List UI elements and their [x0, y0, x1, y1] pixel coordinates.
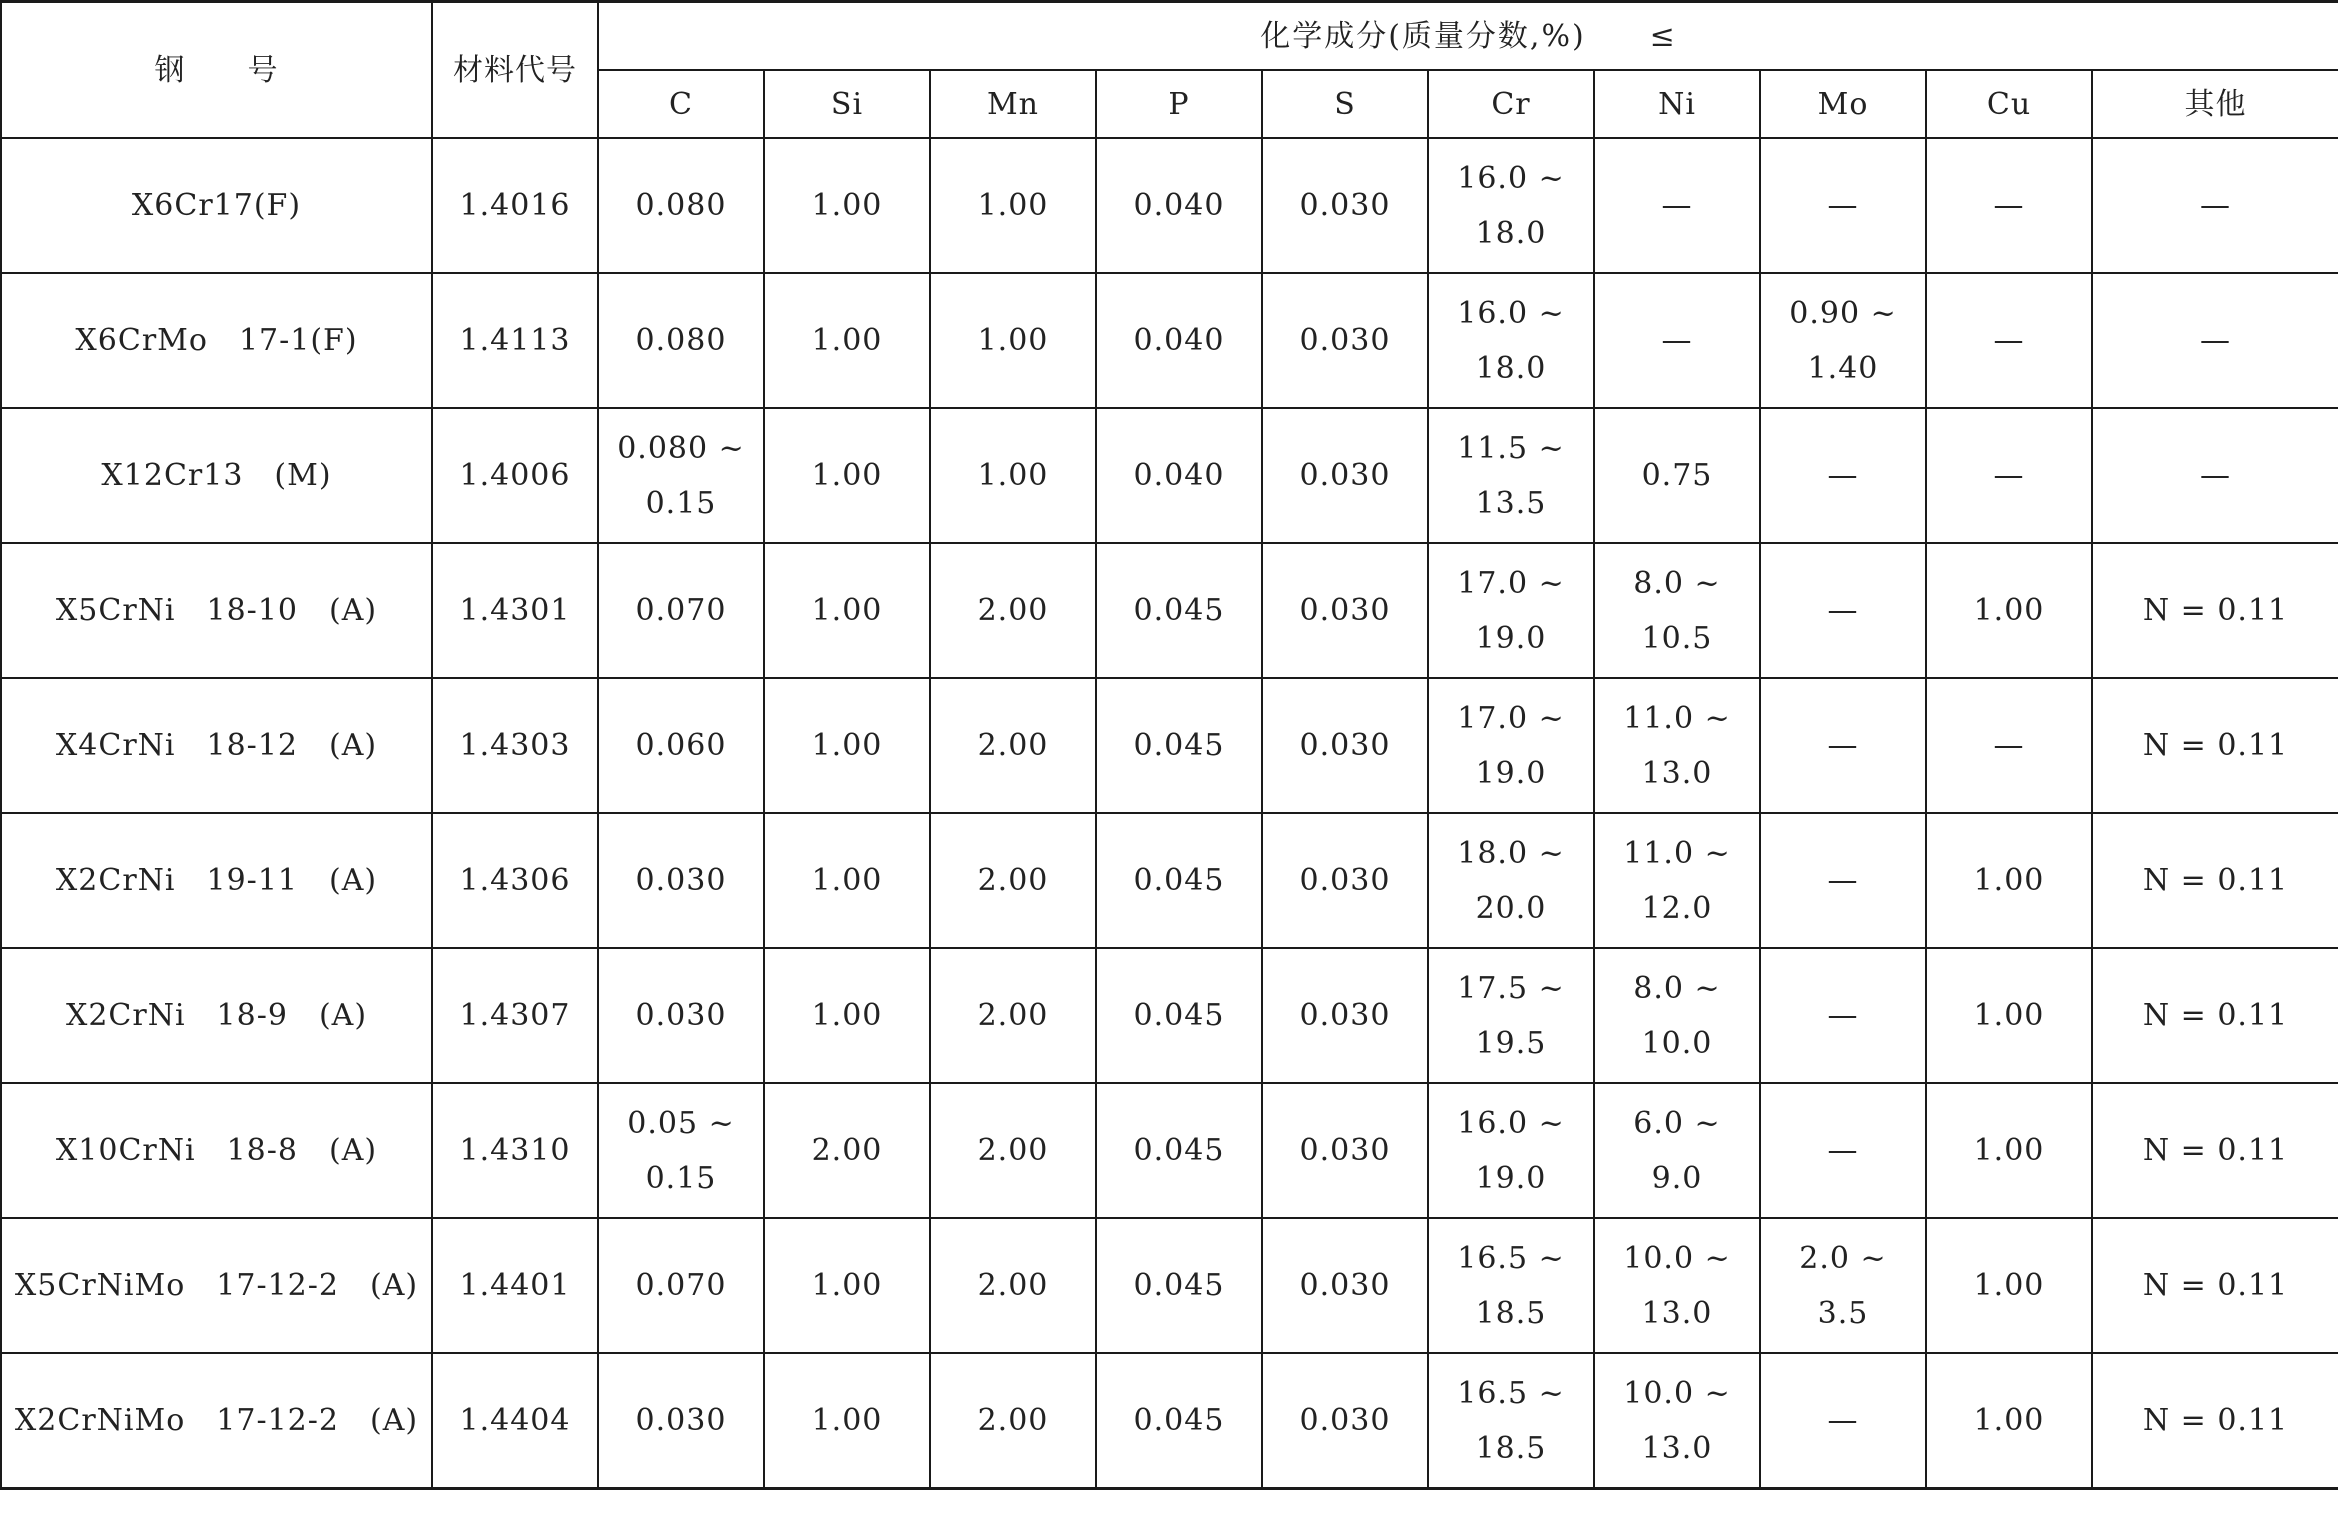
- cell-cu: [1926, 408, 2092, 543]
- cell-p-text: 0.045: [1133, 1268, 1225, 1303]
- cell-ni: [1594, 1353, 1760, 1489]
- cell-cu-text: —: [1993, 728, 2025, 763]
- cell-cr: [1428, 948, 1594, 1083]
- cell-other: [2092, 678, 2338, 813]
- cell-steel-no: [1, 408, 432, 543]
- cell-cu-text: 1.00: [1973, 593, 2045, 628]
- cell-steel-no-text: X5CrNi 18-10 (A): [55, 593, 378, 628]
- cell-cu: [1926, 543, 2092, 678]
- cell-other-text: N = 0.11: [2142, 1403, 2289, 1438]
- cell-ni: [1594, 1218, 1760, 1353]
- cell-c-text: 0.080: [635, 323, 727, 358]
- cell-material-code: [432, 408, 598, 543]
- cell-si-text: 1.00: [811, 1268, 883, 1303]
- cell-c: [598, 1353, 764, 1489]
- table-row: [1, 1353, 2338, 1489]
- cell-mn: [930, 408, 1096, 543]
- cell-other-text: N = 0.11: [2142, 728, 2289, 763]
- cell-si: [764, 138, 930, 273]
- header-col-s: S: [1262, 70, 1428, 138]
- cell-c: [598, 1218, 764, 1353]
- header-col-other: 其他: [2092, 70, 2338, 138]
- header-col-p: P: [1096, 70, 1262, 138]
- cell-c: [598, 813, 764, 948]
- cell-material-code: [432, 138, 598, 273]
- cell-c-text: 0.070: [635, 1268, 727, 1303]
- cell-cu-text: —: [1993, 323, 2025, 358]
- cell-mn: [930, 1353, 1096, 1489]
- cell-p-text: 0.040: [1133, 323, 1225, 358]
- cell-mn-text: 1.00: [977, 323, 1049, 358]
- cell-cu-text: 1.00: [1973, 863, 2045, 898]
- cell-steel-no: [1, 1353, 432, 1489]
- cell-ni: [1594, 678, 1760, 813]
- cell-cr-text: 16.5 ~ 18.5: [1457, 1240, 1565, 1331]
- cell-c-text: 0.05 ~ 0.15: [627, 1105, 735, 1196]
- cell-steel-no-text: X2CrNi 19-11 (A): [55, 863, 378, 898]
- cell-material-code-text: 1.4301: [459, 593, 571, 628]
- cell-cu: [1926, 1353, 2092, 1489]
- table-row: [1, 678, 2338, 813]
- cell-mn: [930, 138, 1096, 273]
- cell-si: [764, 813, 930, 948]
- cell-c-text: 0.030: [635, 863, 727, 898]
- cell-cr: [1428, 408, 1594, 543]
- cell-si-text: 1.00: [811, 863, 883, 898]
- table-body: [1, 138, 2338, 1489]
- cell-other: [2092, 138, 2338, 273]
- cell-p-text: 0.040: [1133, 458, 1225, 493]
- cell-s-text: 0.030: [1299, 998, 1391, 1033]
- cell-mo: [1760, 948, 1926, 1083]
- cell-other-text: N = 0.11: [2142, 593, 2289, 628]
- cell-steel-no-text: X2CrNi 18-9 (A): [65, 998, 368, 1033]
- cell-material-code-text: 1.4306: [459, 863, 571, 898]
- cell-steel-no-text: X2CrNiMo 17-12-2 (A): [14, 1403, 419, 1438]
- cell-mo: [1760, 1083, 1926, 1218]
- table-row: [1, 138, 2338, 273]
- cell-ni-text: 10.0 ~ 13.0: [1623, 1240, 1731, 1331]
- table-header: [1, 2, 2338, 139]
- header-col-si: Si: [764, 70, 930, 138]
- cell-ni-text: 6.0 ~ 9.0: [1633, 1105, 1721, 1196]
- cell-other: [2092, 1353, 2338, 1489]
- cell-p-text: 0.045: [1133, 998, 1225, 1033]
- cell-c: [598, 1083, 764, 1218]
- cell-c: [598, 543, 764, 678]
- cell-s-text: 0.030: [1299, 1403, 1391, 1438]
- cell-cu-text: 1.00: [1973, 1133, 2045, 1168]
- cell-c: [598, 138, 764, 273]
- cell-steel-no: [1, 948, 432, 1083]
- cell-si: [764, 1353, 930, 1489]
- cell-p: [1096, 1218, 1262, 1353]
- cell-material-code: [432, 1353, 598, 1489]
- cell-cr-text: 16.0 ~ 18.0: [1457, 295, 1565, 386]
- cell-s: [1262, 138, 1428, 273]
- cell-cr-text: 17.0 ~ 19.0: [1457, 565, 1565, 656]
- cell-s-text: 0.030: [1299, 1133, 1391, 1168]
- header-col-c: C: [598, 70, 764, 138]
- cell-other: [2092, 948, 2338, 1083]
- cell-mo-text: —: [1827, 458, 1859, 493]
- cell-cu: [1926, 678, 2092, 813]
- cell-si: [764, 273, 930, 408]
- cell-cr: [1428, 273, 1594, 408]
- cell-material-code-text: 1.4303: [459, 728, 571, 763]
- cell-c-text: 0.060: [635, 728, 727, 763]
- cell-mo: [1760, 408, 1926, 543]
- cell-mn-text: 2.00: [977, 863, 1049, 898]
- cell-mn: [930, 543, 1096, 678]
- cell-si-text: 1.00: [811, 188, 883, 223]
- table-row: [1, 813, 2338, 948]
- cell-ni-text: —: [1661, 323, 1693, 358]
- cell-mn: [930, 1218, 1096, 1353]
- cell-material-code: [432, 273, 598, 408]
- cell-mo: [1760, 1218, 1926, 1353]
- cell-mo-text: —: [1827, 998, 1859, 1033]
- cell-cu-text: 1.00: [1973, 998, 2045, 1033]
- cell-mn-text: 1.00: [977, 188, 1049, 223]
- cell-ni: [1594, 138, 1760, 273]
- cell-mn: [930, 813, 1096, 948]
- cell-si: [764, 543, 930, 678]
- cell-ni-text: 8.0 ~ 10.0: [1633, 970, 1721, 1061]
- cell-mo-text: —: [1827, 728, 1859, 763]
- cell-mn-text: 2.00: [977, 1268, 1049, 1303]
- cell-mo-text: —: [1827, 188, 1859, 223]
- header-col-ni: Ni: [1594, 70, 1760, 138]
- cell-mo-text: 0.90 ~ 1.40: [1789, 295, 1897, 386]
- cell-si-text: 2.00: [811, 1133, 883, 1168]
- cell-mn: [930, 948, 1096, 1083]
- cell-c: [598, 678, 764, 813]
- cell-cr: [1428, 678, 1594, 813]
- cell-s-text: 0.030: [1299, 458, 1391, 493]
- header-col-mn: Mn: [930, 70, 1096, 138]
- cell-si: [764, 678, 930, 813]
- cell-c: [598, 948, 764, 1083]
- cell-si-text: 1.00: [811, 323, 883, 358]
- cell-material-code-text: 1.4113: [459, 323, 571, 358]
- cell-cr-text: 17.5 ~ 19.5: [1457, 970, 1565, 1061]
- cell-mo: [1760, 543, 1926, 678]
- cell-cr: [1428, 1083, 1594, 1218]
- cell-mo-text: 2.0 ~ 3.5: [1799, 1240, 1887, 1331]
- cell-steel-no-text: X12Cr13 (M): [101, 458, 332, 493]
- cell-s: [1262, 1083, 1428, 1218]
- cell-mn-text: 1.00: [977, 458, 1049, 493]
- cell-si-text: 1.00: [811, 593, 883, 628]
- cell-p-text: 0.040: [1133, 188, 1225, 223]
- cell-mn: [930, 678, 1096, 813]
- cell-other-text: —: [2200, 188, 2231, 223]
- cell-mo: [1760, 138, 1926, 273]
- cell-other-text: N = 0.11: [2142, 863, 2289, 898]
- cell-cu: [1926, 948, 2092, 1083]
- header-steel-no: 钢 号: [1, 2, 432, 139]
- cell-other: [2092, 813, 2338, 948]
- cell-c-text: 0.070: [635, 593, 727, 628]
- cell-s-text: 0.030: [1299, 593, 1391, 628]
- cell-steel-no-text: X10CrNi 18-8 (A): [55, 1133, 378, 1168]
- cell-material-code: [432, 1218, 598, 1353]
- cell-p: [1096, 1353, 1262, 1489]
- cell-p: [1096, 408, 1262, 543]
- cell-ni-text: 10.0 ~ 13.0: [1623, 1375, 1731, 1466]
- cell-cu-text: —: [1993, 188, 2025, 223]
- cell-material-code-text: 1.4016: [459, 188, 571, 223]
- cell-cu-text: 1.00: [1973, 1403, 2045, 1438]
- cell-steel-no-text: X6CrMo 17-1(F): [75, 323, 358, 358]
- cell-steel-no: [1, 1083, 432, 1218]
- cell-p-text: 0.045: [1133, 1133, 1225, 1168]
- header-col-mo: Mo: [1760, 70, 1926, 138]
- cell-cu: [1926, 273, 2092, 408]
- cell-cr: [1428, 138, 1594, 273]
- cell-ni: [1594, 948, 1760, 1083]
- cell-cu: [1926, 138, 2092, 273]
- cell-cr-text: 16.5 ~ 18.5: [1457, 1375, 1565, 1466]
- cell-other: [2092, 1218, 2338, 1353]
- cell-mn: [930, 1083, 1096, 1218]
- table-row: [1, 1083, 2338, 1218]
- cell-si: [764, 1083, 930, 1218]
- cell-other: [2092, 408, 2338, 543]
- cell-steel-no-text: X6Cr17(F): [131, 188, 302, 223]
- table-row: [1, 948, 2338, 1083]
- cell-cu: [1926, 1218, 2092, 1353]
- cell-cu: [1926, 1083, 2092, 1218]
- cell-si-text: 1.00: [811, 458, 883, 493]
- cell-mo: [1760, 678, 1926, 813]
- cell-cr: [1428, 1218, 1594, 1353]
- cell-steel-no: [1, 138, 432, 273]
- cell-si: [764, 408, 930, 543]
- table-row: [1, 408, 2338, 543]
- cell-p-text: 0.045: [1133, 593, 1225, 628]
- cell-si-text: 1.00: [811, 998, 883, 1033]
- cell-steel-no: [1, 273, 432, 408]
- cell-c-text: 0.080: [635, 188, 727, 223]
- cell-ni: [1594, 1083, 1760, 1218]
- cell-ni-text: —: [1661, 188, 1693, 223]
- cell-cr: [1428, 543, 1594, 678]
- cell-s: [1262, 543, 1428, 678]
- cell-material-code-text: 1.4404: [459, 1403, 571, 1438]
- cell-material-code: [432, 948, 598, 1083]
- cell-p: [1096, 138, 1262, 273]
- cell-p: [1096, 1083, 1262, 1218]
- cell-other-text: —: [2200, 323, 2231, 358]
- cell-ni-text: 0.75: [1641, 458, 1713, 493]
- cell-other: [2092, 543, 2338, 678]
- cell-mo-text: —: [1827, 863, 1859, 898]
- cell-c: [598, 273, 764, 408]
- cell-cr: [1428, 813, 1594, 948]
- cell-cr-text: 11.5 ~ 13.5: [1457, 430, 1565, 521]
- cell-ni-text: 11.0 ~ 13.0: [1623, 700, 1731, 791]
- header-row-1: [1, 2, 2338, 71]
- cell-steel-no: [1, 678, 432, 813]
- cell-mo-text: —: [1827, 1403, 1859, 1438]
- cell-s: [1262, 408, 1428, 543]
- cell-cu-text: —: [1993, 458, 2025, 493]
- table-row: [1, 273, 2338, 408]
- cell-mo-text: —: [1827, 593, 1859, 628]
- cell-mn-text: 2.00: [977, 1133, 1049, 1168]
- cell-other-text: N = 0.11: [2142, 1268, 2289, 1303]
- cell-s: [1262, 948, 1428, 1083]
- cell-s-text: 0.030: [1299, 728, 1391, 763]
- cell-p-text: 0.045: [1133, 863, 1225, 898]
- table-row: [1, 1218, 2338, 1353]
- cell-mn-text: 2.00: [977, 998, 1049, 1033]
- cell-mo: [1760, 813, 1926, 948]
- cell-ni: [1594, 408, 1760, 543]
- cell-cr: [1428, 1353, 1594, 1489]
- cell-s: [1262, 813, 1428, 948]
- cell-material-code-text: 1.4310: [459, 1133, 571, 1168]
- cell-s-text: 0.030: [1299, 323, 1391, 358]
- cell-other-text: N = 0.11: [2142, 998, 2289, 1033]
- cell-p-text: 0.045: [1133, 728, 1225, 763]
- cell-cr-text: 16.0 ~ 19.0: [1457, 1105, 1565, 1196]
- cell-mo: [1760, 273, 1926, 408]
- cell-other: [2092, 273, 2338, 408]
- cell-p: [1096, 813, 1262, 948]
- cell-mn-text: 2.00: [977, 593, 1049, 628]
- cell-si-text: 1.00: [811, 1403, 883, 1438]
- cell-mn-text: 2.00: [977, 728, 1049, 763]
- cell-ni-text: 11.0 ~ 12.0: [1623, 835, 1731, 926]
- cell-mo-text: —: [1827, 1133, 1859, 1168]
- cell-s: [1262, 1353, 1428, 1489]
- cell-other-text: —: [2200, 458, 2231, 493]
- cell-s: [1262, 678, 1428, 813]
- cell-c: [598, 408, 764, 543]
- cell-p-text: 0.045: [1133, 1403, 1225, 1438]
- cell-ni: [1594, 813, 1760, 948]
- cell-other: [2092, 1083, 2338, 1218]
- cell-material-code: [432, 543, 598, 678]
- cell-steel-no: [1, 813, 432, 948]
- cell-cu: [1926, 813, 2092, 948]
- cell-material-code: [432, 813, 598, 948]
- header-col-cu: Cu: [1926, 70, 2092, 138]
- cell-steel-no-text: X5CrNiMo 17-12-2 (A): [14, 1268, 419, 1303]
- header-col-cr: Cr: [1428, 70, 1594, 138]
- cell-mo: [1760, 1353, 1926, 1489]
- cell-cu-text: 1.00: [1973, 1268, 2045, 1303]
- cell-mn-text: 2.00: [977, 1403, 1049, 1438]
- cell-steel-no-text: X4CrNi 18-12 (A): [55, 728, 378, 763]
- cell-ni: [1594, 273, 1760, 408]
- cell-material-code-text: 1.4006: [459, 458, 571, 493]
- cell-c-text: 0.080 ~ 0.15: [617, 430, 745, 521]
- cell-s-text: 0.030: [1299, 863, 1391, 898]
- cell-s: [1262, 1218, 1428, 1353]
- cell-steel-no: [1, 543, 432, 678]
- cell-material-code-text: 1.4401: [459, 1268, 571, 1303]
- header-material-code: 材料代号: [432, 2, 598, 139]
- cell-s-text: 0.030: [1299, 1268, 1391, 1303]
- header-chemical-composition: 化学成分(质量分数,%) ≤: [598, 2, 2338, 71]
- cell-material-code-text: 1.4307: [459, 998, 571, 1033]
- cell-p: [1096, 948, 1262, 1083]
- cell-p: [1096, 543, 1262, 678]
- cell-c-text: 0.030: [635, 998, 727, 1033]
- table-row: [1, 543, 2338, 678]
- cell-mn: [930, 273, 1096, 408]
- cell-si: [764, 948, 930, 1083]
- cell-material-code: [432, 1083, 598, 1218]
- cell-ni-text: 8.0 ~ 10.5: [1633, 565, 1721, 656]
- cell-material-code: [432, 678, 598, 813]
- cell-s: [1262, 273, 1428, 408]
- cell-cr-text: 17.0 ~ 19.0: [1457, 700, 1565, 791]
- cell-steel-no: [1, 1218, 432, 1353]
- cell-ni: [1594, 543, 1760, 678]
- cell-si: [764, 1218, 930, 1353]
- cell-c-text: 0.030: [635, 1403, 727, 1438]
- cell-s-text: 0.030: [1299, 188, 1391, 223]
- cell-si-text: 1.00: [811, 728, 883, 763]
- cell-p: [1096, 678, 1262, 813]
- cell-cr-text: 16.0 ~ 18.0: [1457, 160, 1565, 251]
- cell-cr-text: 18.0 ~ 20.0: [1457, 835, 1565, 926]
- cell-other-text: N = 0.11: [2142, 1133, 2289, 1168]
- cell-p: [1096, 273, 1262, 408]
